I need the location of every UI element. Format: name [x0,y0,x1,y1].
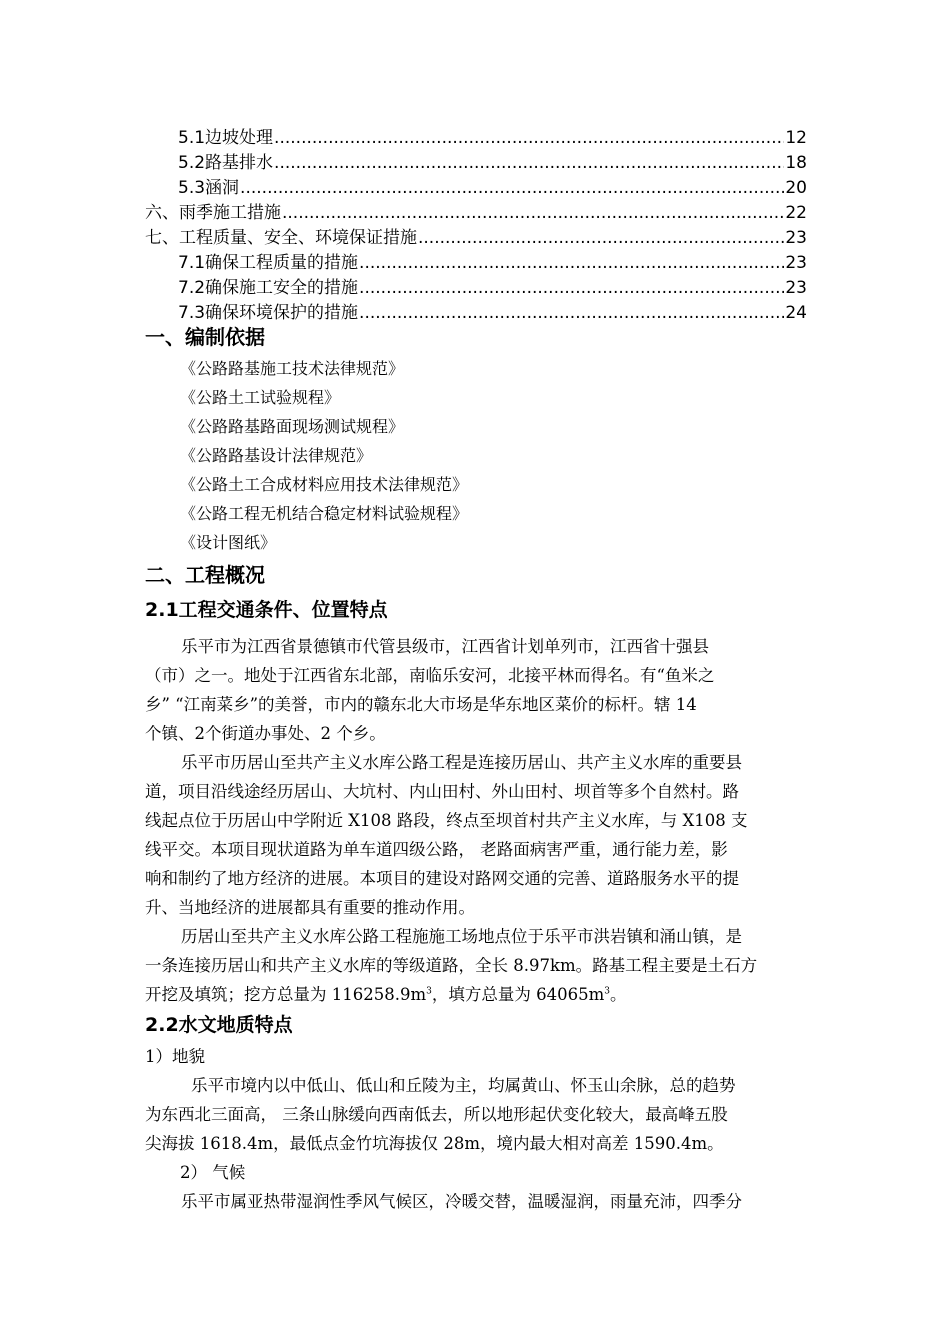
toc-label: 5.1边坡处理 [178,128,274,148]
reference-item: 《公路土工试验规程》 [180,388,341,407]
toc-entry[interactable] [178,124,807,149]
reference-item: 《公路工程无机结合稳定材料试验规程》 [180,504,469,523]
toc-entry[interactable] [178,274,807,299]
subsection-heading: 2.2水文地质特点 [145,1014,293,1036]
toc-label: 七、工程质量、安全、环境保证措施 [145,228,417,248]
reference-item: 《公路路基设计法律规范》 [180,446,373,465]
subsection-heading: 2.1工程交通条件、位置特点 [145,599,388,621]
toc-label: 7.2确保施工安全的措施 [178,278,359,298]
reference-item: 《公路土工合成材料应用技术法律规范》 [180,475,469,494]
list-item: 1）地貌 [145,1047,205,1066]
toc-label: 5.2路基排水 [178,153,274,173]
toc-leader [359,277,784,299]
toc-page-number: 18 [785,153,807,173]
paragraph-line [145,980,835,1009]
paragraph-line: 线平交。本项目现状道路为单车道四级公路， 老路面病害严重，通行能力差，影 [145,840,728,859]
reference-item: 《公路路基路面现场测试规程》 [180,417,405,436]
toc-leader [282,202,784,224]
paragraph-line: 乐平市境内以中低山、低山和丘陵为主，均属黄山、怀玉山余脉，总的趋势 [191,1076,736,1095]
toc-label: 六、雨季施工措施 [145,203,281,223]
toc-page-number: 12 [785,128,807,148]
reference-item: 《设计图纸》 [180,533,277,552]
paragraph-line: 升、当地经济的进展都具有重要的推动作用。 [145,898,475,917]
paragraph [145,748,835,922]
toc-page-number: 20 [785,178,807,198]
paragraph-line: 线起点位于历居山中学附近 X108 路段，终点至坝首村共产主义水库，与 X108 支 [145,811,748,830]
paragraph [145,922,835,1009]
toc-entry[interactable] [178,249,807,274]
toc-leader [274,152,784,174]
toc-page-number: 23 [785,253,807,273]
paragraph-line: 乐平市历居山至共产主义水库公路工程是连接历居山、共产主义水库的重要县 [181,753,742,772]
paragraph-line: （市）之一。地处于江西省东北部，南临乐安河，北接平林而得名。有“鱼米之 [145,666,715,685]
toc-label: 7.1确保工程质量的措施 [178,253,359,273]
superscript: 3 [604,986,610,997]
toc-page-number: 22 [785,203,807,223]
toc-page-number: 23 [785,228,807,248]
toc-entry[interactable] [178,149,807,174]
list-item: 2） 气候 [180,1163,246,1182]
paragraph-line: 尖海拔 1618.4m，最低点金竹坑海拔仅 28m，境内最大相对高差 1590.4m。 [145,1134,724,1153]
section-heading: 二、工程概况 [145,563,265,587]
reference-item: 《公路路基施工技术法律规范》 [180,359,405,378]
toc-label: 7.3确保环境保护的措施 [178,303,359,323]
section-heading: 一、编制依据 [145,325,265,349]
paragraph-line: 乐平市为江西省景德镇市代管县级市，江西省计划单列市，江西省十强县 [181,637,709,656]
paragraph-line: 乐平市属亚热带湿润性季风气候区，冷暖交替，温暖湿润，雨量充沛，四季分 [181,1192,742,1211]
text-run: 。 [609,985,627,1004]
paragraph-line: 一条连接历居山和共产主义水库的等级道路，全长 8.97km。路基工程主要是土石方 [145,956,758,975]
toc-entry[interactable] [178,299,807,324]
paragraph [145,1071,835,1158]
toc-page-number: 24 [785,303,807,323]
paragraph-line: 历居山至共产主义水库公路工程施施工场地点位于乐平市洪岩镇和涌山镇，是 [181,927,742,946]
paragraph-line: 个镇、2个街道办事处、2 个乡。 [145,724,386,743]
toc-leader [359,252,784,274]
toc-page-number: 23 [785,278,807,298]
toc-entry[interactable] [178,174,807,199]
toc-label: 5.3涵洞 [178,178,240,198]
paragraph-line: 为东西北三面高， 三条山脉缓向西南低去，所以地形起伏变化较大，最高峰五股 [145,1105,728,1124]
toc-entry[interactable] [145,199,807,224]
paragraph-line: 道，项目沿线途经历居山、大坑村、内山田村、外山田村、坝首等多个自然村。路 [145,782,739,801]
superscript: 3 [426,986,432,997]
paragraph [145,632,835,748]
toc-leader [274,127,784,149]
text-run: 开挖及填筑；挖方总量为 116258.9m [145,985,427,1004]
toc-entry[interactable] [145,224,807,249]
toc-leader [359,302,784,324]
toc-leader [418,227,784,249]
paragraph-line: 乡” “江南菜乡”的美誉，市内的赣东北大市场是华东地区菜价的标杆。辖 14 [145,695,697,714]
text-run: ，填方总量为 64065m [431,985,605,1004]
toc-leader [240,177,784,199]
paragraph-line: 响和制约了地方经济的进展。本项目的建设对路网交通的完善、道路服务水平的提 [145,869,739,888]
